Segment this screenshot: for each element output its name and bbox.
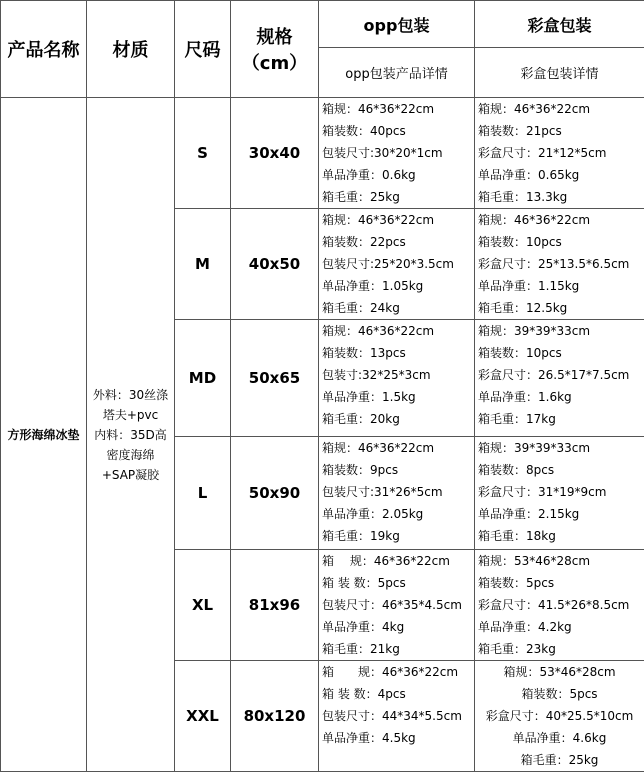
detail-line: 箱装数：10pcs (478, 231, 644, 253)
opp-detail-cell (319, 320, 475, 437)
detail-line: 箱毛重：21kg (322, 638, 474, 660)
detail-line: 箱规：53*46*28cm (475, 661, 644, 683)
detail-line: 箱规：39*39*33cm (478, 320, 644, 342)
material-cell (87, 98, 175, 772)
size-cell: M (175, 209, 231, 320)
detail-line: 包装尺寸:31*26*5cm (322, 481, 474, 503)
box-detail-cell (475, 98, 644, 209)
detail-line: 箱 装 数：5pcs (322, 572, 474, 594)
detail-line: 箱 装 数：4pcs (322, 683, 474, 705)
detail-line: 箱毛重：19kg (322, 525, 474, 547)
detail-line: 单品净重：4kg (322, 616, 474, 638)
header-product-name: 产品名称 (1, 1, 87, 98)
product-name: 方形海绵冰垫 (1, 98, 87, 772)
size-cell: XXL (175, 661, 231, 772)
detail-line: 箱装数：40pcs (322, 120, 474, 142)
header-spec-line2: （cm） (231, 49, 318, 75)
detail-line: 单品净重：2.05kg (322, 503, 474, 525)
detail-line: 箱装数：10pcs (478, 342, 644, 364)
detail-line: 包装尺寸：46*35*4.5cm (322, 594, 474, 616)
detail-line: 单品净重：0.6kg (322, 164, 474, 186)
detail-line: 单品净重：1.05kg (322, 275, 474, 297)
spec-cell: 30x40 (231, 98, 319, 209)
detail-line: 箱毛重：13.3kg (478, 186, 644, 208)
detail-line: 箱毛重：12.5kg (478, 297, 644, 319)
detail-line: 箱规：46*36*22cm (478, 98, 644, 120)
detail-line: 箱毛重：18kg (478, 525, 644, 547)
opp-detail-cell (319, 550, 475, 661)
detail-line: 箱装数：9pcs (322, 459, 474, 481)
size-cell: XL (175, 550, 231, 661)
spec-cell: 50x90 (231, 437, 319, 550)
detail-line: 箱装数：5pcs (475, 683, 644, 705)
header-opp: opp包装 (319, 1, 475, 48)
opp-detail-cell (319, 98, 475, 209)
header-color-box: 彩盒包装 (475, 1, 644, 48)
box-detail-cell (475, 550, 644, 661)
size-cell: S (175, 98, 231, 209)
detail-line: 单品净重：2.15kg (478, 503, 644, 525)
box-detail-cell (475, 209, 644, 320)
detail-line: 箱装数：22pcs (322, 231, 474, 253)
detail-line: 箱 规：46*36*22cm (322, 661, 474, 683)
spec-cell: 81x96 (231, 550, 319, 661)
header-spec-line1: 规格 (231, 23, 318, 49)
spec-cell: 80x120 (231, 661, 319, 772)
detail-line: 箱规：46*36*22cm (322, 437, 474, 459)
detail-line: 单品净重：1.6kg (478, 386, 644, 408)
detail-line: 包装尺寸:30*20*1cm (322, 142, 474, 164)
detail-line: 单品净重：1.15kg (478, 275, 644, 297)
detail-line: 箱规：46*36*22cm (478, 209, 644, 231)
header-opp-detail: opp包装产品详情 (319, 48, 475, 98)
header-size: 尺码 (175, 1, 231, 98)
detail-line: 箱 规：46*36*22cm (322, 550, 474, 572)
material-line: +SAP凝胶 (87, 465, 174, 485)
detail-line: 彩盒尺寸：41.5*26*8.5cm (478, 594, 644, 616)
opp-detail-cell (319, 437, 475, 550)
detail-line: 单品净重：4.6kg (475, 727, 644, 749)
detail-line: 箱装数：5pcs (478, 572, 644, 594)
size-cell: MD (175, 320, 231, 437)
detail-line: 箱毛重：25kg (322, 186, 474, 208)
detail-line: 单品净重：1.5kg (322, 386, 474, 408)
detail-line: 单品净重：0.65kg (478, 164, 644, 186)
size-cell: L (175, 437, 231, 550)
detail-line: 单品净重：4.5kg (322, 727, 474, 749)
header-box-detail: 彩盒包装详情 (475, 48, 644, 98)
detail-line: 彩盒尺寸：31*19*9cm (478, 481, 644, 503)
opp-detail-cell (319, 661, 475, 772)
detail-line: 箱装数：13pcs (322, 342, 474, 364)
detail-line: 包装尺寸:25*20*3.5cm (322, 253, 474, 275)
header-material: 材质 (87, 1, 175, 98)
detail-line: 彩盒尺寸：26.5*17*7.5cm (478, 364, 644, 386)
detail-line: 箱装数：8pcs (478, 459, 644, 481)
detail-line: 彩盒尺寸：21*12*5cm (478, 142, 644, 164)
detail-line: 彩盒尺寸：25*13.5*6.5cm (478, 253, 644, 275)
detail-line: 包装寸:32*25*3cm (322, 364, 474, 386)
detail-line: 箱装数：21pcs (478, 120, 644, 142)
box-detail-cell (475, 661, 644, 772)
box-detail-cell (475, 320, 644, 437)
detail-line: 箱规：46*36*22cm (322, 209, 474, 231)
detail-line: 彩盒尺寸：40*25.5*10cm (475, 705, 644, 727)
material-line: 外料：30丝涤 (87, 385, 174, 405)
box-detail-cell (475, 437, 644, 550)
table-body (1, 98, 644, 772)
detail-line: 箱毛重：24kg (322, 297, 474, 319)
opp-detail-cell (319, 209, 475, 320)
header-spec (231, 1, 319, 98)
detail-line: 箱毛重：17kg (478, 408, 644, 430)
detail-line: 箱毛重：25kg (475, 749, 644, 771)
spec-cell: 50x65 (231, 320, 319, 437)
detail-line: 包装尺寸：44*34*5.5cm (322, 705, 474, 727)
material-line: 塔夫+pvc (87, 405, 174, 425)
detail-line: 箱规：46*36*22cm (322, 98, 474, 120)
detail-line: 箱毛重：23kg (478, 638, 644, 660)
detail-line: 箱规：39*39*33cm (478, 437, 644, 459)
detail-line: 箱规：46*36*22cm (322, 320, 474, 342)
detail-line: 箱规：53*46*28cm (478, 550, 644, 572)
detail-line: 箱毛重：20kg (322, 408, 474, 430)
table-row (1, 98, 644, 209)
spec-cell: 40x50 (231, 209, 319, 320)
material-line: 内料：35D高 (87, 425, 174, 445)
material-line: 密度海绵 (87, 445, 174, 465)
detail-line: 单品净重：4.2kg (478, 616, 644, 638)
